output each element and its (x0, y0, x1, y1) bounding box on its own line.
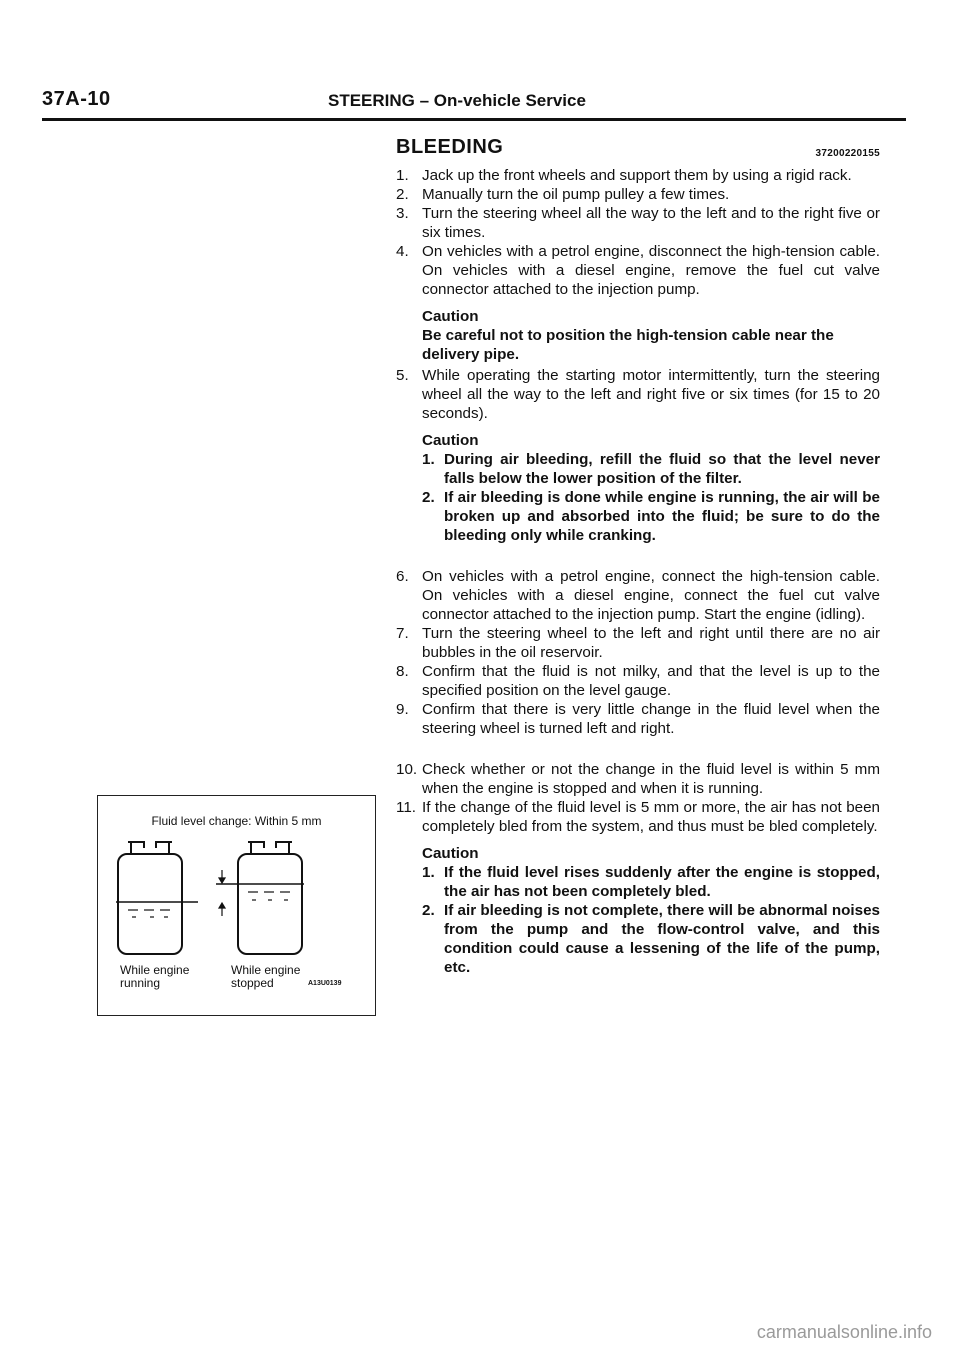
fluid-level-figure (97, 795, 376, 1016)
step-text: Manually turn the oil pump pulley a few times. (422, 186, 730, 203)
step-text: Turn the steering wheel to the left and right until there are no air bubbles in the oil reservoir. (422, 625, 880, 661)
step-list-c (396, 567, 880, 738)
step-number: 2. (396, 186, 409, 203)
figure-code: A13U0139 (308, 980, 342, 987)
header-rule (42, 118, 906, 121)
caption-running: While engine running (120, 963, 190, 990)
step-6 (396, 567, 880, 624)
step-number: 8. (396, 663, 409, 680)
caution-item-number: 1. (422, 864, 435, 881)
step-3 (396, 204, 880, 242)
caution-item-number: 1. (422, 451, 435, 468)
caution-item (422, 488, 880, 545)
caution-heading: Caution (422, 432, 479, 449)
caution-item-number: 2. (422, 489, 435, 506)
caution-item-text: During air bleeding, refill the fluid so that the level never falls below the lower position of the filter. (444, 451, 880, 487)
caution-item-text: If air bleeding is not complete, there will be abnormal noises from the pump and the flow-control valve, and this condition could cause a lessening of the life of the pump, etc. (444, 902, 880, 976)
caution-3 (422, 844, 880, 977)
watermark: carmanualsonline.info (756, 1322, 932, 1342)
step-number: 5. (396, 367, 409, 384)
step-text: Turn the steering wheel all the way to the left and to the right five or six times. (422, 205, 880, 241)
step-text: Check whether or not the change in the fluid level is within 5 mm when the engine is stopped and when it is running. (422, 761, 880, 797)
caution-item-number: 2. (422, 902, 435, 919)
bleeding-procedure (396, 136, 880, 979)
step-number: 3. (396, 205, 409, 222)
step-number: 7. (396, 625, 409, 642)
caution-items (422, 450, 880, 545)
step-list-b (396, 366, 880, 423)
procedure-heading (396, 136, 880, 166)
step-10 (396, 760, 880, 798)
step-4 (396, 242, 880, 299)
reservoir-running-icon (118, 842, 182, 954)
step-text: While operating the starting motor intermittently, turn the steering wheel all the way to the left and right five or six times (for 15 to 20 seconds). (422, 367, 880, 422)
caution-2 (422, 431, 880, 545)
step-number: 10. (396, 761, 418, 778)
step-7 (396, 624, 880, 662)
caution-item (422, 450, 880, 488)
step-5 (396, 366, 880, 423)
page-number: 37A-10 (42, 88, 111, 110)
step-number: 11. (396, 799, 416, 816)
reservoir-stopped-icon (238, 842, 302, 954)
step-1 (396, 166, 880, 185)
step-text: If the change of the fluid level is 5 mm or more, the air has not been completely bled from the system, and thus must be bled completely. (422, 799, 880, 835)
procedure-code: 37200220155 (815, 148, 880, 159)
step-2 (396, 185, 880, 204)
step-text: Confirm that the fluid is not milky, and that the level is up to the specified position on the level gauge. (422, 663, 880, 699)
section-title: STEERING – On-vehicle Service (328, 91, 586, 110)
step-text: On vehicles with a petrol engine, disconnect the high-tension cable. On vehicles with a diesel engine, remove the fuel cut valve connector attached to the injection pump. (422, 243, 880, 298)
caption-stopped: While engine stopped (231, 963, 301, 990)
caution-items (422, 863, 880, 977)
dimension-arrows-icon (219, 870, 225, 916)
page-header (42, 88, 910, 114)
caution-item (422, 863, 880, 901)
caution-item (422, 901, 880, 977)
step-9 (396, 700, 880, 738)
step-text: On vehicles with a petrol engine, connect the high-tension cable. On vehicles with a diesel engine, connect the fuel cut valve connector attached to the injection pump. Start the engine (idling). (422, 568, 880, 623)
caution-1 (422, 307, 880, 364)
step-number: 9. (396, 701, 409, 718)
step-11 (396, 798, 880, 836)
step-text: Confirm that there is very little change in the fluid level when the steering wheel is turned left and right. (422, 701, 880, 737)
step-number: 6. (396, 568, 409, 585)
step-list-d (396, 760, 880, 836)
step-text: Jack up the front wheels and support them by using a rigid rack. (422, 167, 852, 184)
step-number: 4. (396, 243, 409, 260)
step-list-a (396, 166, 880, 299)
caution-item-text: If the fluid level rises suddenly after the engine is stopped, the air has not been completely bled. (444, 864, 880, 900)
step-8 (396, 662, 880, 700)
figure-title: Fluid level change: Within 5 mm (151, 814, 322, 828)
procedure-title: BLEEDING (396, 136, 504, 158)
fluid-level-lines (116, 884, 304, 902)
step-number: 1. (396, 167, 409, 184)
caution-item-text: If air bleeding is done while engine is running, the air will be broken up and absorbed into the fluid; be sure to do the bleeding only while cranking. (444, 489, 880, 544)
caution-text: Be careful not to position the high-tension cable near the delivery pipe. (422, 327, 834, 363)
caution-heading: Caution (422, 308, 479, 325)
caution-heading: Caution (422, 845, 479, 862)
